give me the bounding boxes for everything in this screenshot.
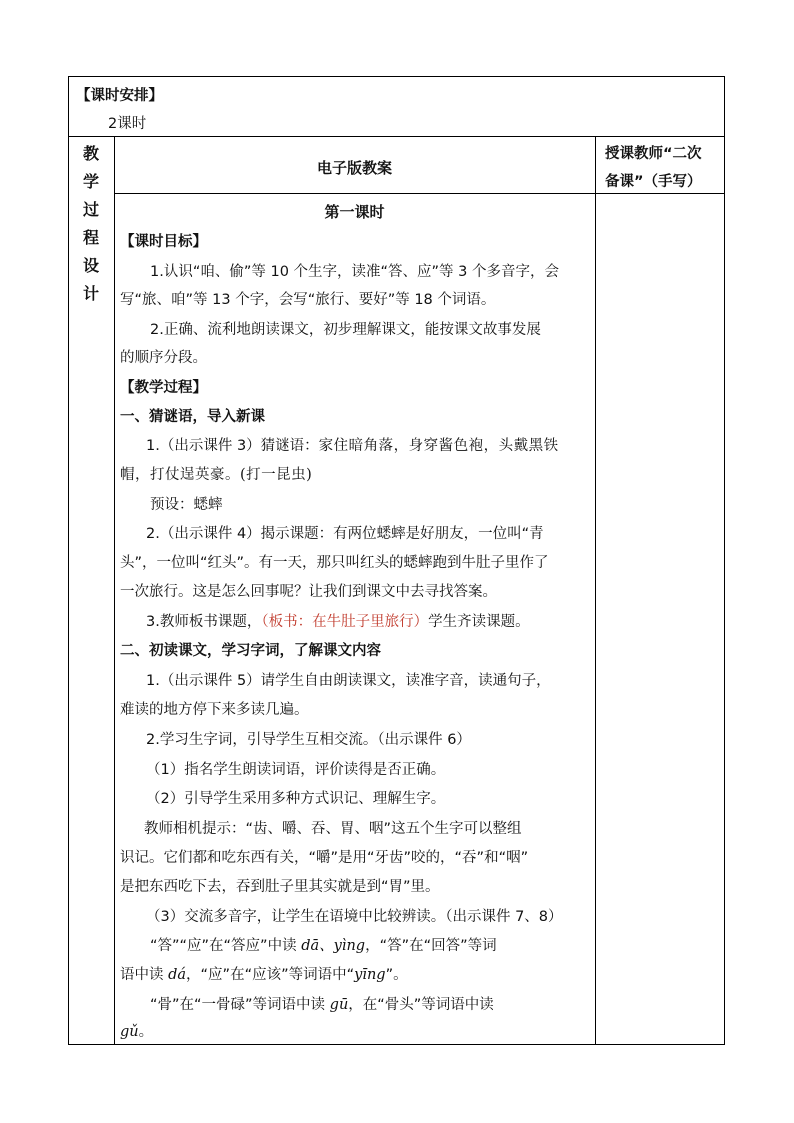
paragraph-3 (146, 612, 530, 632)
hint-line1: 教师相机提示：“齿、嚼、吞、胃、咽”这五个生字可以整组 (144, 821, 522, 837)
polyphone-text: ，在“骨头”等词语中读 (348, 997, 494, 1013)
objectives-heading: 【课时目标】 (120, 234, 207, 250)
polyphone-text: 语中读 (120, 967, 169, 983)
pinyin: gū (329, 997, 349, 1013)
notes-column-divider (595, 136, 596, 1045)
paragraph-2-line1: 2.（出示课件 4）揭示课题：有两位蟋蟀是好朋友，一位叫“青 (146, 526, 544, 542)
item-1-line1: 1.（出示课件 5）请学生自由朗读课文，读准字音，读通句子， (146, 673, 551, 689)
item-2-1: （1）指名学生朗读词语，评价读得是否正确。 (146, 762, 446, 778)
notes-header-line1: 授课教师“二次 (605, 146, 702, 162)
polyphone-line1 (150, 936, 497, 956)
sidebar-label-char: 设 (82, 256, 99, 275)
polyphone-text: ，“应”在“应该”等词语中“ (186, 967, 355, 983)
sidebar-label-char: 学 (82, 172, 99, 191)
schedule-heading: 【课时安排】 (76, 88, 163, 104)
center-title: 电子版教案 (316, 159, 392, 177)
polyphone-text: 。 (138, 1024, 154, 1040)
sidebar-label-char: 程 (82, 228, 99, 247)
riddle-prefix: 1.（出示课件 3）猜谜语： (146, 438, 319, 454)
sidebar-label-char: 计 (82, 284, 99, 303)
polyphone-text: “答”“应”在“答应”中读 (150, 938, 302, 954)
paragraph-riddle-line2: 帽，打仗逞英豪。(打一昆虫) (120, 467, 313, 483)
item-2: 2.学习生字词，引导学生互相交流。（出示课件 6） (146, 732, 471, 748)
header-divider-right (595, 193, 725, 194)
board-prefix: 3.教师板书课题， (146, 614, 262, 630)
table-border-bottom (68, 1044, 725, 1045)
polyphone-text: ，“答”在“回答”等词 (365, 938, 497, 954)
schedule-divider (68, 136, 725, 137)
paragraph-riddle-line1 (146, 436, 559, 456)
polyphone-line2 (120, 965, 408, 985)
hint-line2: 识记。它们都和吃东西有关，“嚼”是用“牙齿”咬的，“吞”和“咽” (120, 850, 529, 866)
objective-1-line2: 写“旅、咱”等 13 个字，会写“旅行、要好”等 18 个词语。 (120, 292, 496, 308)
table-border-left (68, 76, 69, 1045)
objective-1-line1: 1.认识“咱、偷”等 10 个生字，读准“答、应”等 3 个多音字，会 (150, 264, 559, 280)
polyphone-line4 (120, 1022, 153, 1042)
sidebar-label-char: 教 (82, 144, 99, 163)
notes-header-line2: 备课”（手写） (605, 174, 702, 190)
pinyin: dá (168, 967, 187, 983)
objective-2-line2: 的顺序分段。 (120, 350, 207, 366)
section-2-heading: 二、初读课文，学习字词，了解课文内容 (120, 643, 381, 659)
table-border-top (68, 76, 725, 77)
board-title: （板书：在牛肚子里旅行） (261, 614, 429, 630)
lesson-plan-table (68, 76, 725, 1045)
sidebar-label-char: 过 (82, 200, 99, 219)
paragraph-2-line3: 一次旅行。这是怎么回事呢？让我们到课文中去寻找答案。 (120, 584, 497, 600)
pinyin: gǔ (120, 1024, 139, 1040)
hint-line3: 是把东西吃下去，吞到肚子里其实就是到“胃”里。 (120, 879, 440, 895)
polyphone-text: ”。 (385, 967, 408, 983)
section-1-heading: 一、猜谜语，导入新课 (120, 409, 265, 425)
process-heading: 【教学过程】 (120, 380, 207, 396)
header-divider (114, 193, 595, 194)
session-title: 第一课时 (324, 203, 385, 221)
item-2-3: （3）交流多音字，让学生在语境中比较辨读。（出示课件 7、8） (146, 909, 563, 925)
pinyin: dā、yìng (301, 938, 366, 954)
table-border-right (724, 76, 725, 1045)
sidebar-divider (114, 136, 115, 1045)
riddle-text: 家住暗角落，身穿酱色袍，头戴黑铁 (318, 438, 559, 454)
schedule-value: 2课时 (108, 116, 147, 132)
polyphone-line3 (150, 995, 494, 1015)
paragraph-2-line2: 头”，一位叫“红头”。有一天，那只叫红头的蟋蟀跑到牛肚子里作了 (120, 555, 549, 571)
objective-2-line1: 2.正确、流利地朗读课文，初步理解课文，能按课文故事发展 (150, 322, 541, 338)
item-2-2: （2）引导学生采用多种方式识记、理解生字。 (146, 791, 446, 807)
item-1-line2: 难读的地方停下来多读几遍。 (120, 702, 309, 718)
pinyin: yīng (354, 967, 386, 983)
polyphone-text: “骨”在“一骨碌”等词语中读 (150, 997, 330, 1013)
board-suffix: 学生齐读课题。 (428, 614, 530, 630)
riddle-preset: 预设：蟋蟀 (150, 497, 223, 513)
